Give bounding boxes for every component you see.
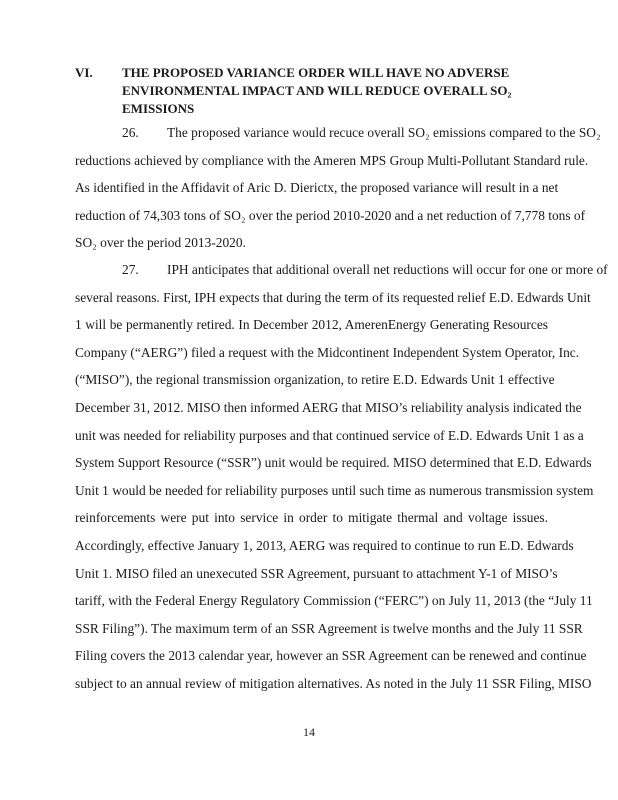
text-line: Filing covers the 2013 calendar year, however an SSR Agreement can be renewed and continue	[75, 648, 587, 664]
text-line: unit was needed for reliability purposes and that continued service of E.D. Edwards Unit 1 as a	[75, 427, 584, 443]
text-line: SSR Filing”). The maximum term of an SSR Agreement is twelve months and the July 11 SSR	[75, 620, 583, 636]
line-text: The proposed variance would recuce overall SO₂ emissions compared to the SO₂	[167, 125, 601, 140]
section-title-line: THE PROPOSED VARIANCE ORDER WILL HAVE NO ADVERSE	[122, 65, 510, 80]
paragraph-26	[75, 119, 601, 257]
text-line: Company (“AERG”) filed a request with the Midcontinent Independent System Operator, Inc.	[75, 344, 580, 360]
text-line: As identified in the Affidavit of Aric D. Dierictx, the proposed variance will result in a net	[75, 180, 559, 196]
text-line: reduction of 74,303 tons of SO₂ over the period 2010-2020 and a net reduction of 7,778 tons of	[75, 207, 586, 223]
line-text: IPH anticipates that additional overall net reductions will occur for one or more of	[167, 262, 608, 277]
section-title-line: ENVIRONMENTAL IMPACT AND WILL REDUCE OVERALL SO₂	[122, 83, 512, 98]
text-line: System Support Resource (“SSR”) unit would be required. MISO determined that E.D. Edwards	[75, 455, 592, 471]
text-line: December 31, 2012. MISO then informed AERG that MISO’s reliability analysis indicated the	[75, 399, 582, 415]
text-line: Unit 1. MISO filed an unexecuted SSR Agreement, pursuant to attachment Y-1 of MISO’s	[75, 565, 558, 581]
section-number: VI.	[75, 65, 93, 80]
paragraph-27	[75, 256, 608, 698]
text-line: SO₂ over the period 2013-2020.	[75, 235, 246, 251]
section-title	[122, 64, 562, 118]
text-line: Accordingly, effective January 1, 2013, AERG was required to continue to run E.D. Edwards	[75, 537, 574, 553]
text-line: (“MISO”), the regional transmission organization, to retire E.D. Edwards Unit 1 effective	[75, 372, 555, 388]
text-line	[75, 256, 608, 284]
page-number: 14	[303, 725, 315, 739]
text-line: subject to an annual review of mitigation alternatives. As noted in the July 11 SSR Filing, MISO	[75, 675, 592, 691]
text-line	[75, 119, 601, 147]
text-line: several reasons. First, IPH expects that during the term of its requested relief E.D. Edwards Unit	[75, 289, 591, 305]
text-line: reductions achieved by compliance with the Ameren MPS Group Multi-Pollutant Standard rule.	[75, 152, 589, 168]
paragraph-number: 26.	[122, 125, 139, 140]
paragraph-number: 27.	[122, 262, 139, 277]
section-title-line: EMISSIONS	[122, 101, 195, 116]
text-line: Unit 1 would be needed for reliability purposes until such time as numerous transmission system	[75, 482, 594, 498]
text-line: tariff, with the Federal Energy Regulatory Commission (“FERC”) on July 11, 2013 (the “July 11	[75, 593, 593, 609]
text-line: 1 will be permanently retired. In December 2012, AmerenEnergy Generating Resources	[75, 317, 548, 333]
text-line: reinforcements were put into service in order to mitigate thermal and voltage issues.	[75, 510, 548, 526]
